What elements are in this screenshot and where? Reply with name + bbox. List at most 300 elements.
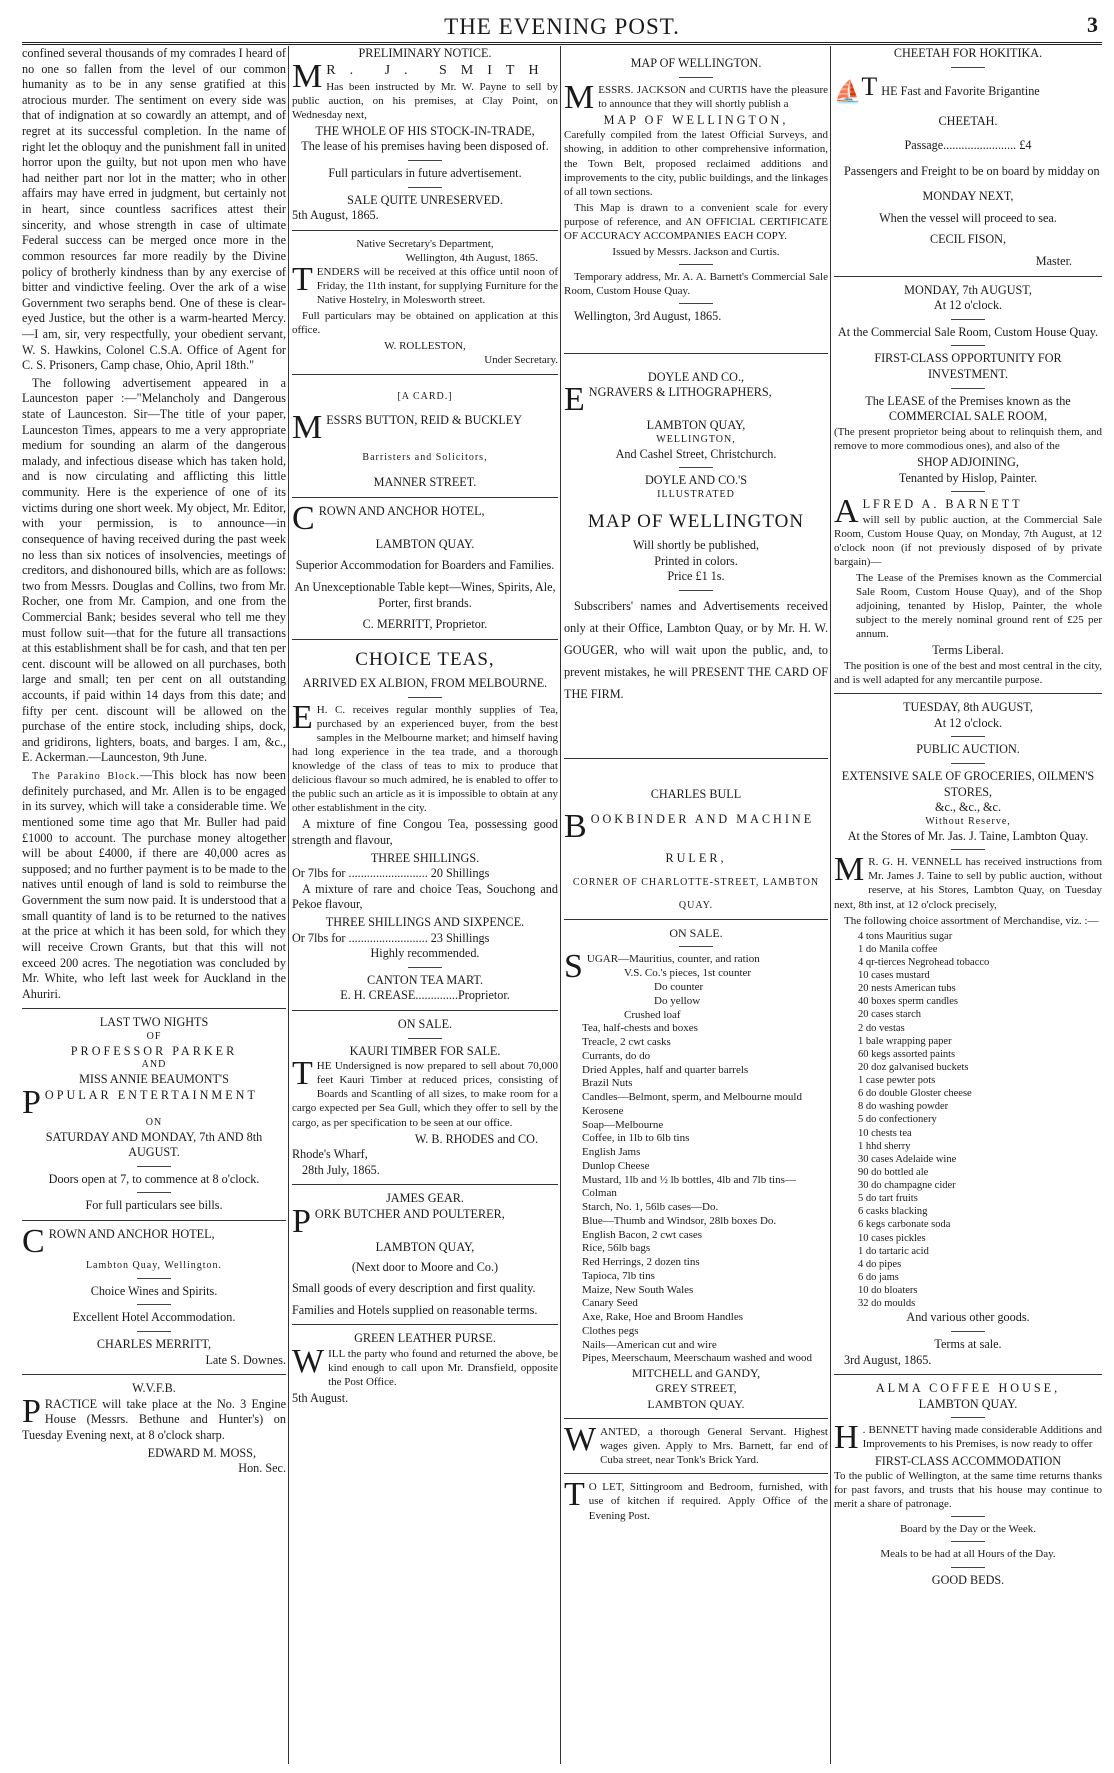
short-rule xyxy=(408,697,442,698)
divider xyxy=(834,1374,1102,1375)
monday-line: SHOP ADJOINING, xyxy=(917,454,1019,469)
doyle-line: LAMBTON QUAY, xyxy=(646,418,746,433)
list-item: Nails—American cut and wire xyxy=(582,1338,717,1351)
drop-cap: E xyxy=(292,698,313,736)
parakino-lead: The Parakino Block. xyxy=(32,771,140,783)
list-item: 2 do vestas xyxy=(858,1022,905,1034)
list-item: 10 chests tea xyxy=(858,1127,912,1139)
parker-line: PROFESSOR PARKER xyxy=(70,1043,238,1058)
list-item: 6 casks blacking xyxy=(858,1206,928,1218)
short-rule xyxy=(679,590,713,591)
monday-auction-advert xyxy=(834,283,1102,688)
gear-advert xyxy=(292,1191,558,1318)
sugar-line: Do counter xyxy=(654,981,704,994)
drop-cap: M xyxy=(292,409,323,447)
column-4 xyxy=(834,46,1102,1766)
short-rule xyxy=(951,849,985,850)
drop-cap: T xyxy=(292,1055,313,1093)
kauri-text-block xyxy=(292,1055,558,1129)
parker-line: SATURDAY AND MONDAY, 7th AND 8th xyxy=(45,1129,263,1144)
drop-cap: M xyxy=(564,78,595,116)
wvfb-signature: EDWARD M. MOSS, xyxy=(147,1445,256,1460)
short-rule xyxy=(408,187,442,188)
teas-line: Highly recommended. xyxy=(370,946,480,961)
alma-text-block xyxy=(834,1419,1102,1457)
parker-line: OF xyxy=(146,1030,162,1042)
sugar-list xyxy=(582,1022,828,1366)
divider xyxy=(292,497,558,498)
column-2 xyxy=(292,46,558,1766)
wvfb-text: RACTICE will take place at the No. 3 Engine House (Messrs. Bethune and Hunter's) on Tuesday Evening next, at 8 o'clock sharp. xyxy=(22,1396,286,1443)
prelim-line: Full particulars in future advertisement. xyxy=(328,165,522,180)
crown-line: An Unexceptionable Table kept—Wines, Spirits, Ale, Porter, first brands. xyxy=(294,579,556,610)
list-item: English Bacon, 2 cwt cases xyxy=(582,1228,703,1241)
crown-line: ROWN AND ANCHOR HOTEL, xyxy=(318,503,485,518)
short-rule xyxy=(951,491,985,492)
teas-line: A mixture of fine Congou Tea, possessing good strength and flavour, xyxy=(292,817,558,847)
divider xyxy=(292,230,558,231)
list-item: Treacle, 2 cwt casks xyxy=(582,1036,671,1049)
list-item: Candles—Belmont, sperm, and Melbourne mould xyxy=(582,1091,802,1104)
doyle-headline xyxy=(564,381,828,419)
teas-text-block xyxy=(292,698,558,816)
crown-line: Late S. Downes. xyxy=(205,1352,286,1367)
divider xyxy=(22,1220,286,1221)
list-item: Starch, No. 1, 56lb cases—Do. xyxy=(582,1201,719,1214)
list-item: 4 do pipes xyxy=(858,1258,902,1270)
list-item: Brazil Nuts xyxy=(582,1077,633,1090)
parker-line: LAST TWO NIGHTS xyxy=(99,1015,209,1030)
map-text-block xyxy=(564,78,828,116)
drop-cap: P xyxy=(22,1392,41,1430)
kauri-line: 28th July, 1865. xyxy=(302,1162,380,1177)
tuesday-line: At 12 o'clock. xyxy=(933,715,1003,730)
sugar-line: V.S. Co.'s pieces, 1st counter xyxy=(624,967,752,980)
teas-line: A mixture of rare and choice Teas, Souchong and Pekoe flavour, xyxy=(292,881,558,912)
gear-line: Families and Hotels supplied on reasonable terms. xyxy=(292,1302,538,1317)
crown-line: Choice Wines and Spirits. xyxy=(90,1283,218,1298)
map-text: ESSRS. JACKSON and CURTIS have the pleasure to announce that they will shortly publish a xyxy=(598,83,828,110)
tuesday-text: R. G. H. VENNELL has received instructions from Mr. James J. Taine to sell by public auction, without reserve, at his Stores, Lambton Quay, on Tuesday next, 8th inst, at 12 o'clock precisely, xyxy=(834,856,1102,911)
monday-line: LFRED A. BARNETT xyxy=(862,497,1023,512)
wvfb-signature: Hon. Sec. xyxy=(238,1461,286,1476)
teas-line: E. H. CREASE..............Proprietor. xyxy=(340,988,510,1003)
list-item: Mustard, 1lb and ½ lb bottles, 4lb and 7lb tins—Colman xyxy=(582,1173,796,1200)
monday-line: MONDAY, 7th AUGUST, xyxy=(904,282,1032,297)
bull-line: OOKBINDER AND MACHINE xyxy=(590,812,815,827)
gear-line: Small goods of every description and first quality. xyxy=(292,1281,536,1296)
divider xyxy=(292,1010,558,1011)
ship-icon: ⛵ xyxy=(834,78,862,104)
wvfb-text-block xyxy=(22,1392,286,1444)
sugar-advert xyxy=(564,926,828,1413)
card-line: Barristers and Solicitors, xyxy=(362,452,488,464)
purse-text-block xyxy=(292,1343,558,1389)
gear-line: (Next door to Moore and Co.) xyxy=(351,1259,499,1274)
short-rule xyxy=(951,319,985,320)
kauri-timber-advert xyxy=(292,1017,558,1178)
doyle-line: Will shortly be published, xyxy=(632,538,760,553)
list-item: Canary Seed xyxy=(582,1297,638,1310)
gear-line: LAMBTON QUAY, xyxy=(375,1240,475,1255)
drop-cap: T xyxy=(292,260,313,298)
doyle-line: DOYLE AND CO., xyxy=(647,369,745,384)
sugar-line: Do yellow xyxy=(654,995,701,1008)
parakino-text: —This block has now been definitely purchased, and Mr. Allen is to be engaged in its survey, which will take a considerable time. We mentioned some time ago that Mr. Buller had paid £1000 to account. The purchase money altogether will be about £4000, if there are 40,000 acres as supposed; and no further payment is to be made to the natives until enough of land is sold to reimburse the Government the sum now paid. It is understood that a small quantity of land is to be returned to the natives at the price at which it has been sold, for which they will receive Crown Grants, but that this will not exceed 200 acres. The negotiation was concluded by Mr. White, who left last week for Auckland in the Ahuriri. xyxy=(22,768,286,1001)
crown-line: CHARLES MERRITT, xyxy=(96,1337,212,1352)
list-item: 4 qr-tierces Negrohead tobacco xyxy=(858,956,990,968)
list-item: 4 tons Mauritius sugar xyxy=(858,930,953,942)
card-headline xyxy=(292,409,558,447)
alma-text: To the public of Wellington, at the same time returns thanks for past favors, and trusts that his house may continue to merit a share of patronage. xyxy=(834,1470,1102,1511)
crown-hotel-advert-1 xyxy=(22,1223,286,1368)
column-3 xyxy=(564,46,828,1766)
wanted-text: ANTED, a thorough General Servant. Highest wages given. Apply to Mrs. Barnett, far end of Cuba street, near Tonk's Brick Yard. xyxy=(600,1426,828,1467)
short-rule xyxy=(951,763,985,764)
cheetah-line: CHEETAH. xyxy=(938,113,998,128)
crown-line: Excellent Hotel Accommodation. xyxy=(72,1310,236,1325)
short-rule xyxy=(951,345,985,346)
monday-text: The Lease of the Premises known as the Commercial Sale Room, Custom House Quay), and of the Shop adjoining, tenanted by Hislop, Painter, the whole subject to the merely nominal ground rent of £25 per annum. xyxy=(856,572,1102,641)
list-item: 5 do confectionery xyxy=(858,1114,937,1126)
list-item: 6 do double Gloster cheese xyxy=(858,1088,972,1100)
bull-line: RULER, xyxy=(665,851,727,866)
gear-headline xyxy=(292,1203,558,1241)
doyle-line: WELLINGTON, xyxy=(656,434,736,446)
short-rule xyxy=(137,1304,171,1305)
teas-head: CHOICE TEAS, xyxy=(355,648,495,670)
native-line: Wellington, 4th August, 1865. xyxy=(405,251,538,264)
doyle-line: Printed in colors. xyxy=(654,553,738,568)
alma-coffee-advert xyxy=(834,1381,1102,1588)
masthead-rule xyxy=(22,42,1102,45)
bull-advert xyxy=(564,765,828,913)
short-rule xyxy=(951,67,985,68)
doyle-text: Subscribers' names and Advertisements received only at their Office, Lambton Quay, or by Mr. H. W. GOUGER, who will wait upon the public, and, to prevent mistakes, he will PRESENT THE CARD OF THE FIRM. xyxy=(564,599,828,701)
list-item: 30 cases Adelaide wine xyxy=(858,1153,957,1165)
drop-cap: M xyxy=(834,851,865,889)
short-rule xyxy=(951,736,985,737)
doyle-line: DOYLE AND CO.'S xyxy=(644,473,748,488)
drop-cap: W xyxy=(292,1343,325,1381)
cheetah-line: Passengers and Freight to be on board by midday on xyxy=(844,164,1100,179)
cheetah-line: Passage........................ £4 xyxy=(904,137,1032,152)
divider xyxy=(834,276,1102,277)
teas-line: Or 7lbs for .......................... 23 Shillings xyxy=(292,930,490,945)
column-divider xyxy=(830,46,831,1764)
short-rule xyxy=(408,160,442,161)
list-item: Pipes, Meerschaum, Meerschaum washed and wood xyxy=(582,1352,813,1365)
drop-cap: T xyxy=(861,71,878,101)
monday-line: Terms Liberal. xyxy=(932,643,1004,658)
prelim-line: R. J. SMITH xyxy=(326,62,553,78)
list-item: Currants, do do xyxy=(582,1049,651,1062)
doyle-line: MAP OF WELLINGTON xyxy=(587,510,805,532)
prelim-headline xyxy=(292,57,558,95)
divider xyxy=(22,1374,286,1375)
wanted-advert xyxy=(564,1421,828,1467)
native-line: Native Secretary's Department, xyxy=(356,237,494,250)
list-item: 6 do jams xyxy=(858,1271,899,1283)
preliminary-notice xyxy=(292,46,558,224)
short-rule xyxy=(137,1331,171,1332)
short-rule xyxy=(408,1038,442,1039)
wvfb-head: W.V.F.B. xyxy=(132,1381,176,1396)
alma-line: GOOD BEDS. xyxy=(931,1572,1005,1587)
tuesday-line: At the Stores of Mr. Jas. J. Taine, Lambton Quay. xyxy=(847,828,1089,843)
divider xyxy=(22,1008,286,1009)
list-item: 6 kegs carbonate soda xyxy=(858,1219,951,1231)
list-item: 32 do moulds xyxy=(858,1298,916,1310)
list-item: 1 do Manila coffee xyxy=(858,943,938,955)
alma-line: ALMA COFFEE HOUSE, xyxy=(875,1381,1061,1396)
list-item: 5 do tart fruits xyxy=(858,1193,918,1205)
list-item: Tea, half-chests and boxes xyxy=(582,1022,698,1035)
card-line: MANNER STREET. xyxy=(373,475,477,490)
cheetah-line: Master. xyxy=(1035,253,1072,268)
short-rule xyxy=(137,1192,171,1193)
list-item: Kerosene xyxy=(582,1104,624,1117)
list-item: 1 hhd sherry xyxy=(858,1140,911,1152)
drop-cap: E xyxy=(564,381,585,419)
prelim-text: Has been instructed by Mr. W. Payne to sell by public auction, on his premises, at Clay Point, on Wednesday next, xyxy=(292,80,558,121)
crown-hotel-advert-2 xyxy=(292,499,558,633)
map-head: MAP OF WELLINGTON. xyxy=(630,56,762,70)
parker-line: AND xyxy=(141,1059,167,1071)
alma-line: FIRST-CLASS ACCOMMODATION xyxy=(874,1453,1062,1468)
prelim-line: THE WHOLE OF HIS STOCK-IN-TRADE, xyxy=(315,123,535,138)
bull-line: CHARLES BULL xyxy=(650,786,742,801)
list-item: Red Herrings, 2 dozen tins xyxy=(582,1256,700,1269)
kauri-line: Rhode's Wharf, xyxy=(292,1147,368,1162)
map-line: Temporary address, Mr. A. A. Barnett's Commercial Sale Room, Custom House Quay. xyxy=(564,271,828,298)
short-rule xyxy=(679,946,713,947)
native-signature: W. ROLLESTON, xyxy=(384,340,466,353)
short-rule xyxy=(951,1516,985,1517)
short-rule xyxy=(137,1278,171,1279)
divider xyxy=(292,374,558,375)
crown-line: Lambton Quay, Wellington. xyxy=(85,1260,223,1272)
bull-headline xyxy=(564,808,828,846)
prelim-head: PRELIMINARY NOTICE. xyxy=(358,46,492,60)
letter-text: confined several thousands of my comrades I heard of no one so fallen from the level of our common humanity as to be in any sense gratified at this atrocious murder. The sentiment on every side was that of indignation at so cowardly an attempt, and of regret at its successful completion. In the name of right let the obloquy and the punishment fall in united horror upon the guilty, but not upon men who have had neither part nor lot in the matter; who in other affairs may have erred in judgment, but certainly not in heart, since countless sacrifices attest their sincerity, and whose strength in case of ultimate Federal success can be merged once more in the common resources far more readily by the Divine policy of brotherly kindness than by any exercise of bitter and vindictive feeling. Over the ark of a wise Government two seraphs bend. One of these is clear-eyed Justice, but the other is a warm-hearted Mercy.—I am, sir, very respectfully, your obedient servant, W. S. Hawkins, Colonel C.S.A. Office of Agent for C. S. Prisoners, Camp chase, Ohio, April 18th." xyxy=(22,46,286,373)
alma-line: LAMBTON QUAY. xyxy=(918,1396,1018,1411)
map-advert xyxy=(564,46,828,325)
list-item: Tapioca, 7lb tins xyxy=(582,1269,655,1282)
teas-text: H. C. receives regular monthly supplies of Tea, purchased by an experienced buyer, from the best samples in the Melbourne market; and himself having had long experience in the tea trade, and a thorough knowledge of the class of teas to mix to produce that delicious flavour so much admired, he is enabled to offer to the public such an article as it is impossible to obtain at any other establishment in the city. xyxy=(292,703,558,815)
alma-text: . BENNETT having made considerable Additions and Improvements to his Premises, is now ready to offer xyxy=(862,1424,1102,1451)
tuesday-line: Terms at sale. xyxy=(934,1336,1002,1351)
native-line: Full particulars may be obtained on application at this office. xyxy=(292,310,558,337)
short-rule xyxy=(679,264,713,265)
tuesday-text-block xyxy=(834,851,1102,911)
monday-text: The position is one of the best and most central in the city, and is well adapted for any mercantile purpose. xyxy=(834,660,1102,687)
cheetah-line: HE Fast and Favorite Brigantine xyxy=(881,83,1040,98)
drop-cap: P xyxy=(22,1083,41,1121)
doyle-line: ILLUSTRATED xyxy=(657,489,735,501)
parker-line: OPULAR ENTERTAINMENT xyxy=(44,1087,258,1102)
short-rule xyxy=(951,388,985,389)
short-rule xyxy=(679,467,713,468)
monday-line: At 12 o'clock. xyxy=(933,298,1003,313)
list-item: Rice, 56lb bags xyxy=(582,1242,651,1255)
list-item: Dunlop Cheese xyxy=(582,1159,650,1172)
map-text: Carefully compiled from the latest Official Surveys, and showing, in addition to other comprehensive information, the Town Belt, proposed reclaimed additions and improvements to the city, public buildings, and the linkages of all town sections. xyxy=(564,129,828,198)
sugar-line: UGAR—Mauritius, counter, and ration xyxy=(586,952,760,965)
crown-line: LAMBTON QUAY. xyxy=(375,536,475,551)
drop-cap: B xyxy=(564,808,587,846)
cheetah-headline xyxy=(834,73,1102,106)
crown-headline xyxy=(22,1223,286,1261)
sugar-line: Crushed loaf xyxy=(624,1009,681,1022)
tolet-text: O LET, Sittingroom and Bedroom, furnished, with use of kitchen if required. Apply Office of the Evening Post. xyxy=(588,1481,828,1522)
cheetah-line: MONDAY NEXT, xyxy=(922,189,1014,204)
divider xyxy=(292,1184,558,1185)
list-item: 30 do champagne cider xyxy=(858,1180,956,1192)
native-text: ENDERS will be received at this office until noon of Friday, the 11th instant, for supplying Furniture for the Native Hostelry, in Molesworth street. xyxy=(316,265,558,307)
monday-line: FIRST-CLASS OPPORTUNITY FOR INVESTMENT. xyxy=(874,351,1062,381)
list-item: Blue—Thumb and Windsor, 28lb boxes Do. xyxy=(582,1214,777,1227)
tuesday-line: 3rd August, 1865. xyxy=(844,1352,932,1367)
kauri-text: HE Undersigned is now prepared to sell about 70,000 feet Kauri Timber at reduced prices, consisting of Boards and Scantling of all sizes, to make room for a cargo expected per Sea Gull, which they offer to sell by the cargo, as per specification to be seen at our office. xyxy=(292,1060,558,1129)
list-item: 10 cases pickles xyxy=(858,1232,926,1244)
prelim-line: The lease of his premises having been disposed of. xyxy=(301,139,549,154)
purse-date: 5th August. xyxy=(292,1391,349,1406)
native-signature: Under Secretary. xyxy=(484,354,558,367)
tolet-advert xyxy=(564,1476,828,1522)
kauri-line: KAURI TIMBER FOR SALE. xyxy=(349,1043,501,1058)
divider xyxy=(292,639,558,640)
drop-cap: C xyxy=(22,1223,45,1261)
page-number: 3 xyxy=(1087,12,1098,37)
teas-line: Or 7lbs for .......................... 20 Shillings xyxy=(292,866,490,881)
drop-cap: S xyxy=(564,947,583,985)
merchandise-list xyxy=(858,930,1102,1311)
short-rule xyxy=(408,967,442,968)
alma-line: Meals to be had at all Hours of the Day. xyxy=(880,1548,1056,1561)
divider xyxy=(564,758,828,759)
parker-line: AUGUST. xyxy=(128,1145,180,1160)
cheetah-head: CHEETAH FOR HOKITIKA. xyxy=(893,46,1043,60)
parker-line: Doors open at 7, to commence at 8 o'clock. xyxy=(48,1171,260,1186)
list-item: 8 do washing powder xyxy=(858,1101,949,1113)
list-item: 90 do bottled ale xyxy=(858,1166,929,1178)
map-line: Issued by Messrs. Jackson and Curtis. xyxy=(612,246,780,258)
purse-advert xyxy=(292,1331,558,1406)
tuesday-line: PUBLIC AUCTION. xyxy=(916,742,1020,757)
newspaper-title: THE EVENING POST. xyxy=(444,14,680,39)
launceston-text: The following advertisement appeared in a Launceston paper :—"Melancholy and Dangerous state of Launceston. Sir—The title of your paper, Launceston Times, appears to me a very appropriate medium for sounding an alarm of the dangerous malady, and infectious disease which has taken hold, and is now circulating and afflicting this little community. Here is the experience of one of its victims during one short week. My object, Mr. Editor, with your permission, is to announce—in consequence of having received during the past week no less than six notices of insolvencies, meetings of creditors, and dishonoured bills, which are as follows: two from Messrs. Douglas and Collins, two from Mr. Rocher, one from Mr. Campion, and one from the Commercial Bank; besides several who tell me they must follow suit—that for the future all transactions at this establishment shall be for cash, and that ten per cent. discount will be allowed on all purchases, both large and small; ten per cent on all outstanding accounts, if paid within 14 days from this date; and fifty per cent. discount will be allowed on the purchase of the entire stock, including ships, dock, and gridirons, lighters, boats, and barges. I am, &c., E. Ackerman.—Launceston, 9th June. xyxy=(22,375,286,765)
monday-line: (The present proprietor being about to relinquish them, and remove to more commodious ones), and also of the xyxy=(834,425,1102,452)
tuesday-line: &c., &c., &c. xyxy=(935,800,1001,815)
short-rule xyxy=(679,303,713,304)
list-item: Maize, New South Wales xyxy=(582,1283,694,1296)
monday-line: At the Commercial Sale Room, Custom House Quay. xyxy=(837,324,1099,339)
doyle-line: NGRAVERS & LITHOGRAPHERS, xyxy=(588,385,772,400)
short-rule xyxy=(679,77,713,78)
list-item: 20 nests American tubs xyxy=(858,983,956,995)
parker-headline xyxy=(22,1083,286,1121)
card-advert xyxy=(292,381,558,491)
divider xyxy=(292,1324,558,1325)
monday-line: The LEASE of the Premises known as the COMMERCIAL SALE ROOM, xyxy=(865,393,1071,424)
column-divider xyxy=(288,46,289,1764)
gear-line: JAMES GEAR. xyxy=(386,1191,464,1206)
tuesday-line: And various other goods. xyxy=(906,1310,1030,1325)
wvfb-notice xyxy=(22,1381,286,1477)
parker-advert xyxy=(22,1015,286,1214)
drop-cap: C xyxy=(292,499,315,537)
short-rule xyxy=(137,1166,171,1167)
drop-cap: W xyxy=(564,1421,597,1459)
tuesday-line: EXTENSIVE SALE OF GROCERIES, OILMEN'S STORES, xyxy=(841,769,1095,799)
list-item: Dried Apples, half and quarter barrels xyxy=(582,1063,749,1076)
tuesday-auction-advert xyxy=(834,700,1102,1368)
crown-line: ROWN AND ANCHOR HOTEL, xyxy=(48,1227,215,1242)
divider xyxy=(564,1418,828,1419)
sugar-signature: GREY STREET, xyxy=(655,1381,737,1396)
teas-line: THREE SHILLINGS AND SIXPENCE. xyxy=(325,914,525,929)
card-line: ESSRS BUTTON, REID & BUCKLEY xyxy=(326,413,523,428)
monday-headline xyxy=(834,493,1102,531)
list-item: 1 do tartaric acid xyxy=(858,1245,929,1257)
map-line: MAP OF WELLINGTON, xyxy=(603,112,789,127)
choice-teas-advert xyxy=(292,648,558,1004)
tuesday-line: The following choice assortment of Merchandise, viz. :— xyxy=(844,914,1099,927)
column-1 xyxy=(22,46,286,1766)
parker-line: MISS ANNIE BEAUMONT'S xyxy=(79,1072,229,1087)
cheetah-line: When the vessel will proceed to sea. xyxy=(879,210,1057,225)
drop-cap: P xyxy=(292,1203,311,1241)
tuesday-line: Without Reserve, xyxy=(925,815,1011,827)
drop-cap: T xyxy=(564,1476,585,1514)
native-tender-notice xyxy=(292,237,558,368)
bull-line: CORNER OF CHARLOTTE-STREET, LAMBTON xyxy=(572,877,820,888)
teas-sub: ARRIVED EX ALBION, FROM MELBOURNE. xyxy=(302,676,548,691)
cheetah-line: CECIL FISON, xyxy=(929,232,1007,247)
list-item: English Jams xyxy=(582,1146,641,1159)
teas-line: CANTON TEA MART. xyxy=(366,972,484,987)
parker-line: ON xyxy=(145,1116,163,1128)
list-item: 40 boxes sperm candles xyxy=(858,996,959,1008)
drop-cap: A xyxy=(834,493,859,531)
list-item: 60 kegs assorted paints xyxy=(858,1048,956,1060)
kauri-signature: W. B. RHODES and CO. xyxy=(414,1131,538,1146)
prelim-line: SALE QUITE UNRESERVED. xyxy=(347,192,503,207)
short-rule xyxy=(951,1331,985,1332)
doyle-line: Price £1 1s. xyxy=(667,569,725,584)
divider xyxy=(564,353,828,354)
card-line: [A CARD.] xyxy=(397,390,453,402)
drop-cap: H xyxy=(834,1419,859,1457)
column-divider xyxy=(560,46,561,1764)
crown-headline xyxy=(292,499,558,537)
short-rule xyxy=(951,1567,985,1568)
list-item: 10 do bloaters xyxy=(858,1285,918,1297)
list-item: Clothes pegs xyxy=(582,1324,639,1337)
doyle-advert xyxy=(564,360,828,706)
sugar-signature: LAMBTON QUAY. xyxy=(647,1396,745,1411)
map-line: Wellington, 3rd August, 1865. xyxy=(574,309,722,324)
doyle-line: And Cashel Street, Christchurch. xyxy=(615,446,777,461)
divider xyxy=(564,919,828,920)
bull-line: QUAY. xyxy=(678,899,714,911)
map-text: This Map is drawn to a convenient scale for every purpose of reference, and AN OFFICIAL CERTIFICATE OF ACCURACY ACCOMPANIES EACH COPY. xyxy=(564,201,828,242)
purse-text: ILL the party who found and returned the above, be kind enough to call upon Mr. Dransfield, opposite the Post Office. xyxy=(328,1348,558,1389)
monday-line: Tenanted by Hislop, Painter. xyxy=(898,470,1038,485)
prelim-line: 5th August, 1865. xyxy=(292,208,379,223)
native-text-block xyxy=(292,260,558,307)
